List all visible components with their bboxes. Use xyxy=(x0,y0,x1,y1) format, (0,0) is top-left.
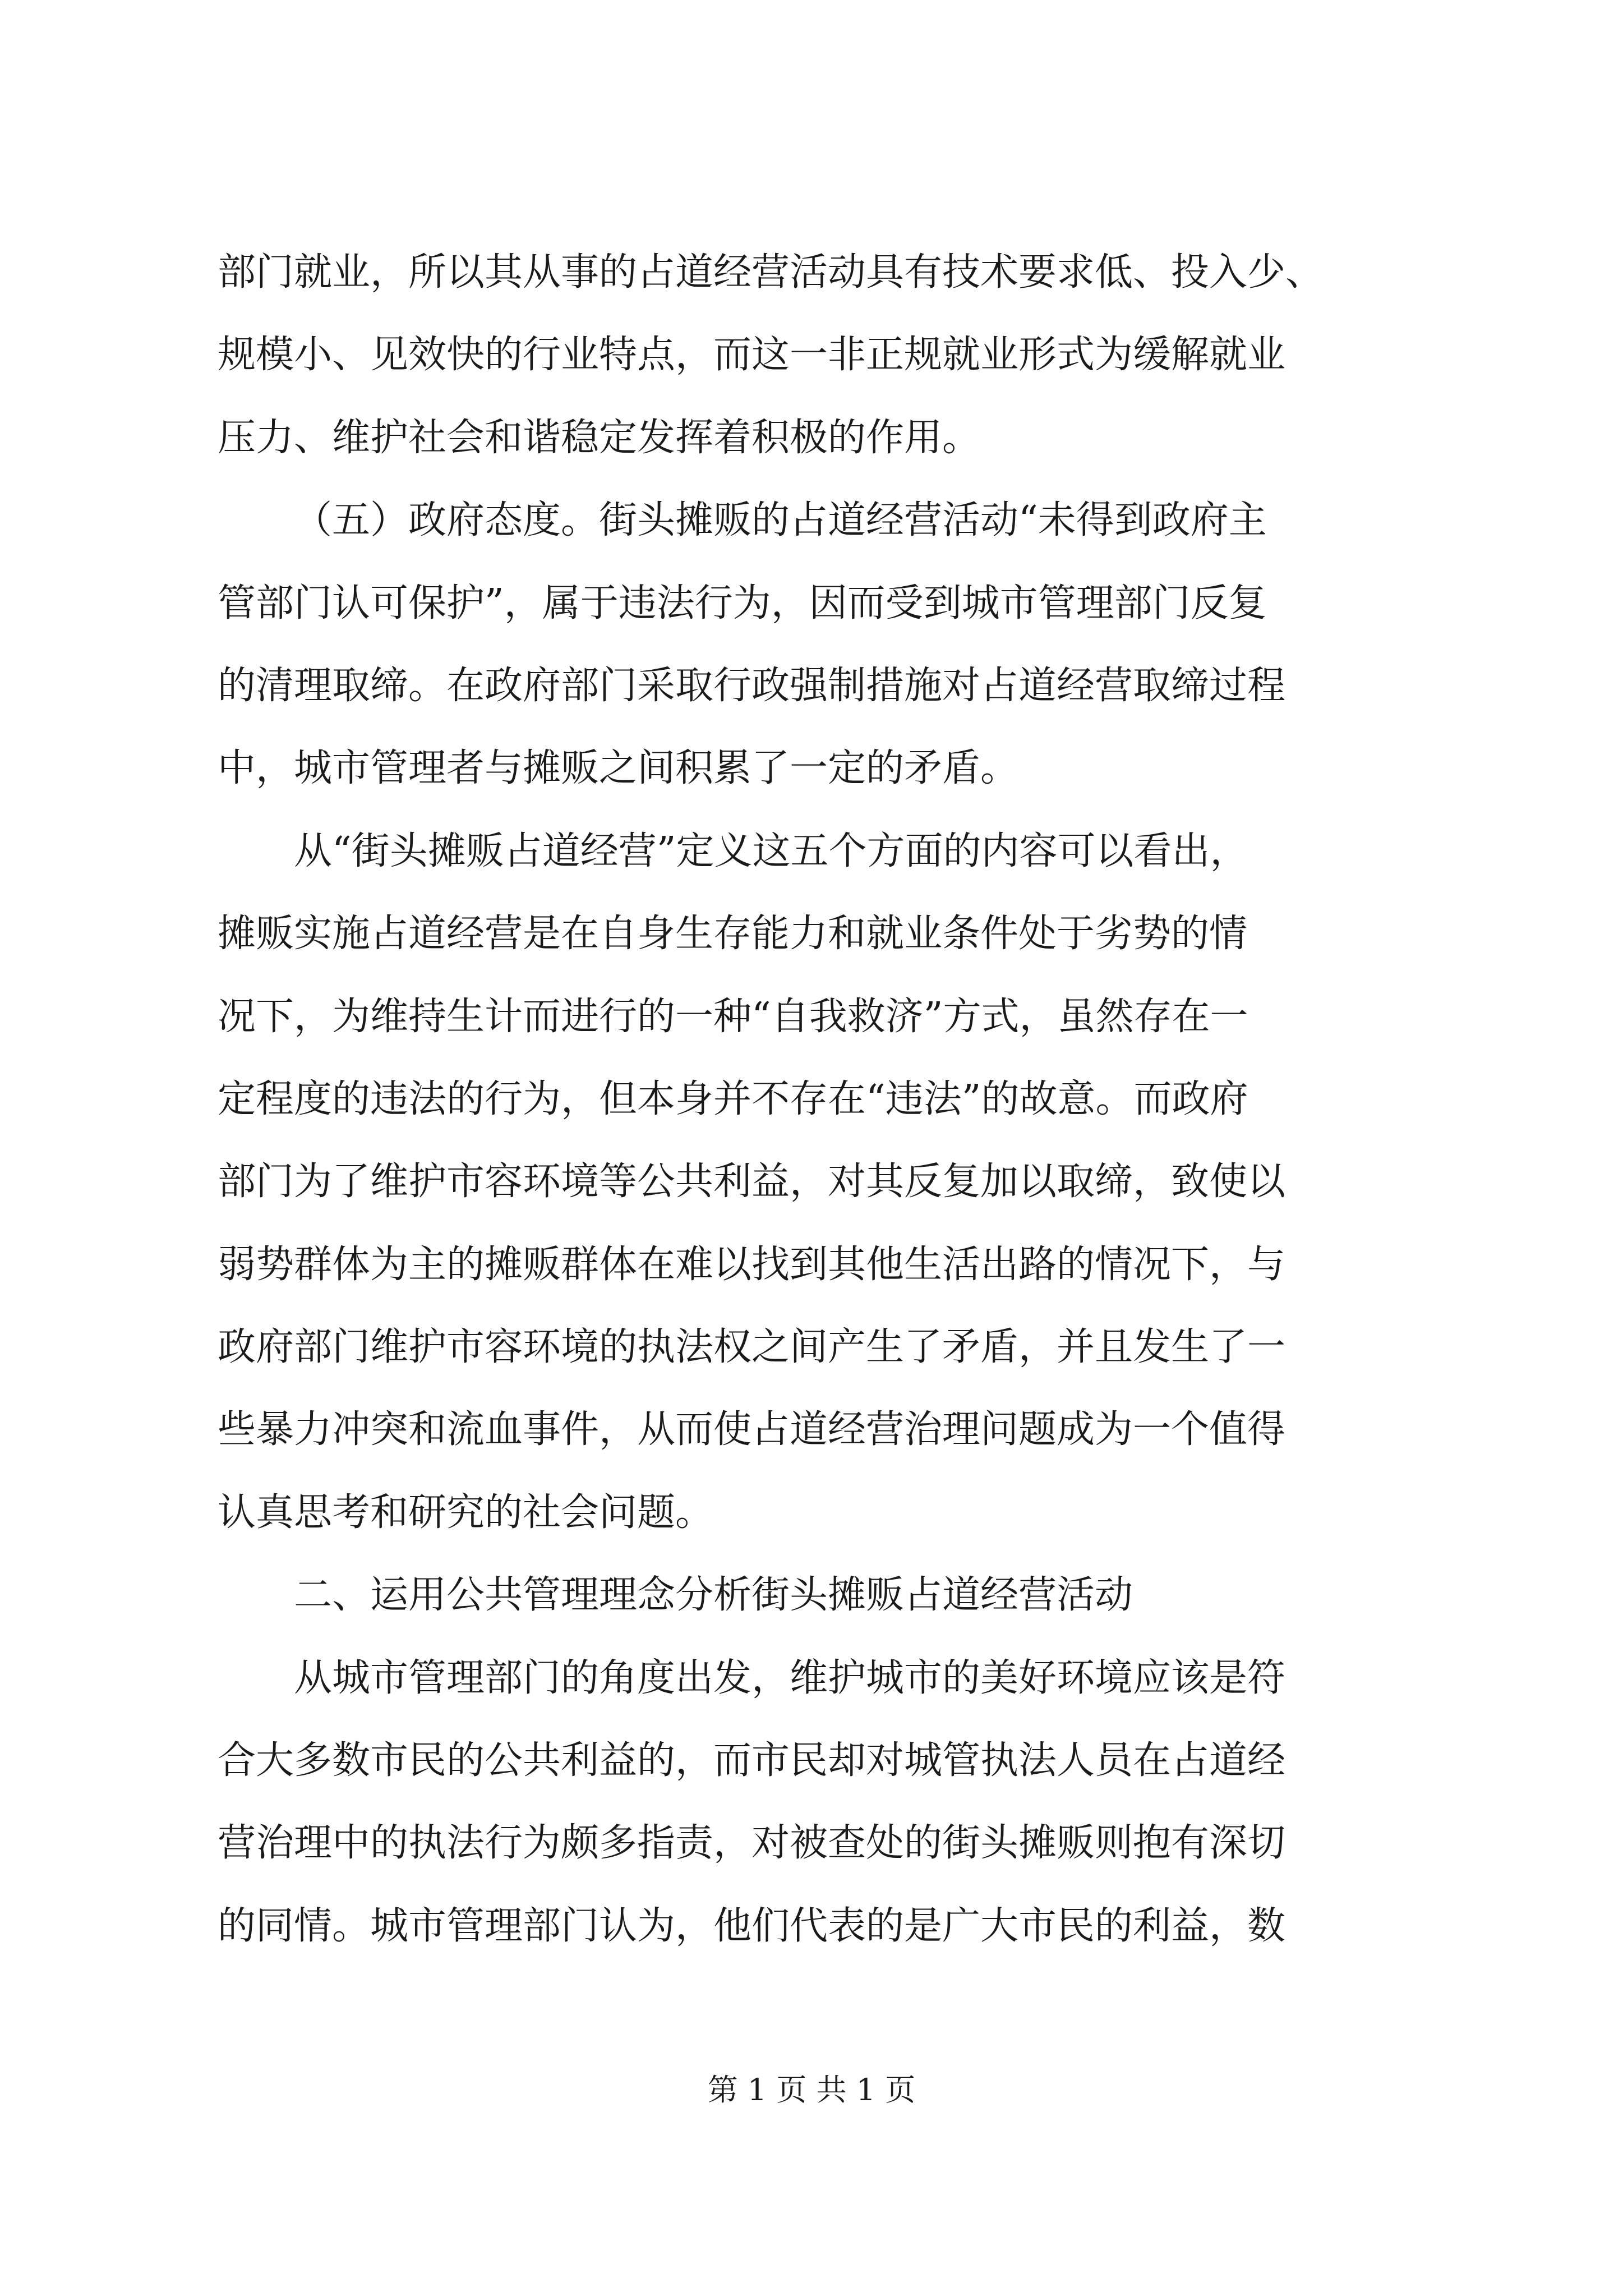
text-line: 弱势群体为主的摊贩群体在难以找到其他生活出路的情况下，与 xyxy=(218,1242,1286,1287)
page-number-footer: 第 1 页 共 1 页 xyxy=(707,2072,916,2108)
text-line: 规模小、见效快的行业特点，而这一非正规就业形式为缓解就业 xyxy=(218,333,1286,378)
text-line: 认真思考和研究的社会问题。 xyxy=(218,1490,714,1535)
text-line: 部门就业，所以其从事的占道经营活动具有技术要求低、投入少、 xyxy=(218,250,1324,295)
text-line: 压力、维护社会和谐稳定发挥着积极的作用。 xyxy=(218,415,981,460)
text-line: 摊贩实施占道经营是在自身生存能力和就业条件处于劣势的情 xyxy=(218,912,1248,956)
text-line: 政府部门维护市容环境的执法权之间产生了矛盾，并且发生了一 xyxy=(218,1325,1286,1370)
text-line: 营治理中的执法行为颇多指责，对被查处的街头摊贩则抱有深切 xyxy=(218,1821,1286,1866)
text-line: 部门为了维护市容环境等公共利益，对其反复加以取缔，致使以 xyxy=(218,1159,1286,1204)
text-line: 些暴力冲突和流血事件，从而使占道经营治理问题成为一个值得 xyxy=(218,1407,1286,1452)
text-line: 的同情。城市管理部门认为，他们代表的是广大市民的利益，数 xyxy=(218,1903,1286,1948)
text-line: 从城市管理部门的角度出发，维护城市的美好环境应该是符 xyxy=(294,1655,1286,1700)
text-line: 合大多数市民的公共利益的，而市民却对城管执法人员在占道经 xyxy=(218,1738,1286,1783)
text-line: 况下，为维持生计而进行的一种“自我救济”方式，虽然存在一 xyxy=(218,994,1248,1039)
text-line: 管部门认可保护”，属于违法行为，因而受到城市管理部门反复 xyxy=(218,581,1267,625)
text-line: 的清理取缔。在政府部门采取行政强制措施对占道经营取缔过程 xyxy=(218,663,1286,708)
section-heading: 二、运用公共管理理念分析街头摊贩占道经营活动 xyxy=(294,1573,1133,1618)
text-line: （五）政府态度。街头摊贩的占道经营活动“未得到政府主 xyxy=(294,498,1267,543)
text-line: 定程度的违法的行为，但本身并不存在“违法”的故意。而政府 xyxy=(218,1076,1248,1121)
document-body xyxy=(218,250,1451,1990)
text-line: 中，城市管理者与摊贩之间积累了一定的矛盾。 xyxy=(218,746,1019,791)
text-line: 从“街头摊贩占道经营”定义这五个方面的内容可以看出， xyxy=(294,829,1248,873)
